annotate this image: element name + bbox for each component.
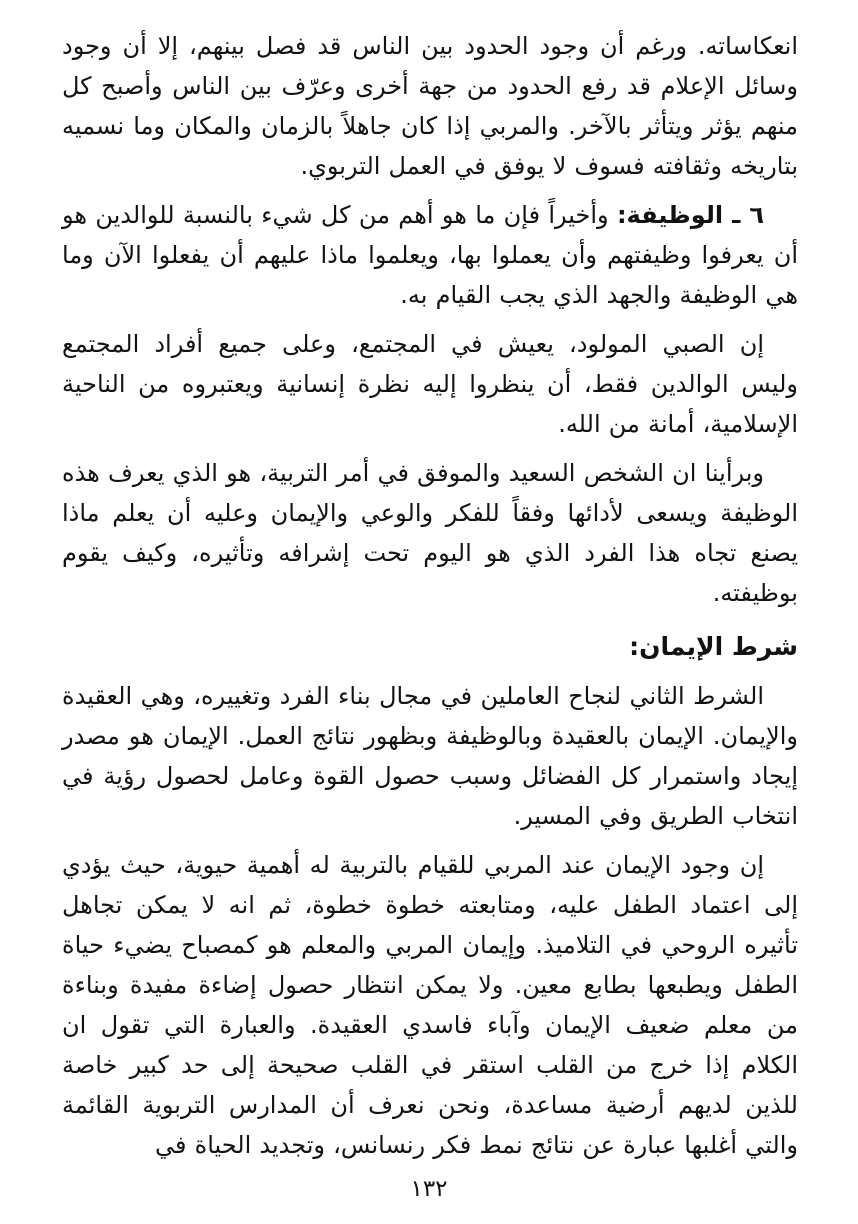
paragraph xyxy=(62,195,798,315)
page-text xyxy=(62,26,798,1165)
paragraph: إن الصبي المولود، يعيش في المجتمع، وعلى جميع أفراد المجتمع وليس الوالدين فقط، أن ينظروا إليه نظرة إنسانية ويعتبروه من الناحية الإسلامية، أمانة من الله. xyxy=(62,330,798,438)
paragraph: الشرط الثاني لنجاح العاملين في مجال بناء الفرد وتغييره، وهي العقيدة والإيمان. الإيمان بالعقيدة وبالوظيفة وبظهور نتائج العمل. الإيمان هو مصدر إيجاد واستمرار كل الفضائل وسبب حصول القوة وعامل لحصول رؤية في انتخاب الطريق وفي المسير. xyxy=(62,682,798,830)
page-number: ١٣٢ xyxy=(410,1176,448,1202)
paragraph: وبرأينا ان الشخص السعيد والموفق في أمر التربية، هو الذي يعرف هذه الوظيفة ويسعى لأدائها وفقاً للفكر والوعي والإيمان وعليه أن يعلم ماذا يصنع تجاه هذا الفرد الذي هو اليوم تحت إشرافه وتأثيره، وكيف يقوم بوظيفته. xyxy=(62,459,798,607)
paragraph: انعكاساته. ورغم أن وجود الحدود بين الناس قد فصل بينهم، إلا أن وجود وسائل الإعلام قد رفع الحدود من جهة أخرى وعرّف بين الناس وأصبح كل منهم يؤثر ويتأثر بالآخر. والمربي إذا كان جاهلاً بالزمان والمكان وما نسميه بتاريخه وثقافته فسوف لا يوفق في العمل التربوي. xyxy=(62,32,798,180)
page-footer xyxy=(0,1176,858,1202)
paragraph-text: وأخيراً فإن ما هو أهم من كل شيء بالنسبة للوالدين هو أن يعرفوا وظيفتهم وأن يعملوا بها، ويعلموا ماذا عليهم أن يفعلوا الآن وما هي الوظيفة والجهد الذي يجب القيام به. xyxy=(62,201,798,309)
section-heading: شرط الإيمان: xyxy=(629,632,798,661)
numbered-item-title: ٦ ـ الوظيفة: xyxy=(616,201,764,229)
paragraph: إن وجود الإيمان عند المربي للقيام بالتربية له أهمية حيوية، حيث يؤدي إلى اعتماد الطفل عليه، ومتابعته خطوة خطوة، ثم انه لا يمكن تجاهل تأثيره الروحي في التلاميذ. وإيمان المربي والمعلم هو كمصباح يضيء حياة الطفل ويطبعها بطابع معين. ولا يمكن انتظار حصول إضاءة مفيدة وبناءة من معلم ضعيف الإيمان وآباء فاسدي العقيدة. والعبارة التي تقول ان الكلام إذا خرج من القلب استقر في القلب صحيحة إلى حد كبير خاصة للذين لديهم أرضية مساعدة، ونحن نعرف أن المدارس التربوية القائمة والتي أغلبها عبارة عن نتائج نمط فكر رنسانس، وتجديد الحياة في xyxy=(62,851,798,1159)
